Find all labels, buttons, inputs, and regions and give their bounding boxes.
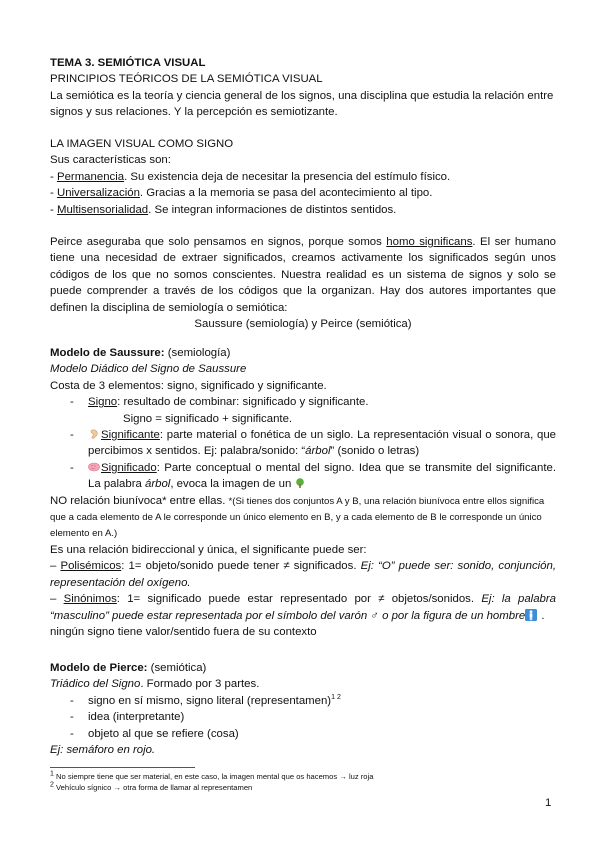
text: NO relación biunívoca* entre ellas. [50, 494, 229, 507]
prefix: – [50, 593, 64, 606]
footnote-text: Vehículo sígnico → otra forma de llamar al representamen [53, 782, 253, 792]
list-text: . Se integran informaciones de distintos sentidos. [148, 203, 397, 216]
text: . Formado por 3 partes. [140, 678, 260, 691]
term: Significado [101, 461, 157, 474]
tree-icon [294, 478, 306, 488]
saussure-subheading: Modelo Diádico del Signo de Saussure [50, 363, 247, 376]
text: : parte material o fonética de un siglo. La representación visual o sonora, que percibimos x sentidos. Ej: palabra/sonido: “ [88, 429, 556, 458]
footnote-text: No siempre tiene que ser material, en este caso, la imagen mental que os hacemos → luz roja [53, 772, 374, 781]
page-number: 1 [545, 797, 552, 809]
note-text: *(Si tienes dos conjuntos A y B, una relación biunívoca entre ellos significa que a cada elemento de A le corresponde un único elemento en B, y a cada elemento de B le corresponde un único elemento en A.) [50, 495, 545, 540]
footnote-number: 1 [50, 770, 54, 778]
list-item [50, 185, 556, 201]
footnote [50, 772, 556, 783]
page-subtitle: PRINCIPIOS TEÓRICOS DE LA SEMIÓTICA VISUAL [50, 73, 323, 86]
list-text [88, 460, 556, 493]
term: Polisémicos [60, 560, 122, 573]
intro-paragraph: La semiótica es la teoría y ciencia general de los signos, una disciplina que estudia la relación entre signos y sus relaciones. Y la percepción es semiotizante. [50, 89, 554, 119]
text: Peirce aseguraba que solo pensamos en signos, porque somos [50, 236, 387, 248]
pierce-subheading [50, 676, 556, 692]
peirce-paragraph [50, 234, 556, 332]
brain-icon [88, 462, 100, 472]
man-icon [525, 609, 537, 621]
text: . [538, 609, 545, 622]
list-text: objeto al que se refiere (cosa) [88, 727, 239, 740]
heading-note: (semiología) [164, 347, 231, 359]
dash: - [70, 429, 74, 442]
dash: - [70, 461, 74, 474]
text: ” (sonido o letras) [330, 445, 420, 458]
term: Multisensorialidad [56, 203, 149, 216]
saussure-section [50, 345, 556, 640]
footnote-divider [50, 767, 195, 768]
pierce-example: Ej: semáforo en rojo. [50, 744, 156, 757]
list-text: . Gracias a la memoria se pasa del acontecimiento al tipo. [139, 187, 433, 200]
dash: - [70, 694, 74, 707]
list-prefix: - [50, 187, 57, 200]
term: Sinónimos [63, 593, 117, 606]
no-relation-line [50, 493, 556, 542]
footnote-number: 2 [50, 781, 54, 789]
list-text [88, 693, 556, 709]
text: : Parte conceptual o mental del signo. Idea que se transmite del significante. La palabra [88, 461, 556, 491]
section-lead: Sus características son: [50, 154, 171, 167]
text: : 1= significado puede estar representado por ≠ objetos/sonidos. [116, 593, 482, 606]
term: Significante [101, 429, 160, 442]
list-text: . Su existencia deja de necesitar la presencia del estímulo físico. [124, 170, 451, 183]
text: : 1= objeto/sonido puede tener ≠ significados. [121, 560, 361, 573]
saussure-lead: Costa de 3 elementos: signo, significado y significante. [50, 379, 327, 392]
text: . El ser humano tiene una necesidad de extraer significados, creamos activamente los significados según unos códigos de los que no somos conscientes. Nuestra realidad es un sistema de signos y solo se puede comprender a través de los códigos que la organizan. Hay dos autores importantes que definen la disciplina de semiología o semiótica: [50, 236, 556, 314]
list-item [50, 202, 556, 218]
dash: - [70, 396, 74, 409]
text: , evoca la imagen de un [170, 478, 295, 491]
heading: Modelo de Saussure: [50, 347, 165, 359]
pierce-heading [50, 660, 556, 676]
example: Ej: “O” puede ser: sonido, conjunción, representación del oxígeno. [50, 560, 557, 589]
list-text [88, 427, 556, 460]
list-text: idea (interpretante) [88, 711, 185, 724]
list-item [50, 709, 556, 725]
list-item-significado [50, 460, 556, 493]
authors-line: Saussure (semiología) y Peirce (semiótica) [194, 318, 412, 331]
footnotes [50, 772, 556, 793]
imagen-section [50, 136, 556, 218]
text: signo en sí mismo, signo literal (representamen) [88, 694, 332, 707]
paragraph [50, 234, 556, 316]
list-item [50, 726, 556, 742]
dash: - [70, 727, 74, 740]
list-item-significante [50, 427, 556, 460]
saussure-heading [50, 345, 556, 361]
text: : resultado de combinar: significado y significante. [117, 396, 369, 409]
heading: Modelo de Pierce: [50, 662, 148, 674]
term: Universalización [56, 187, 140, 200]
page-title: TEMA 3. SEMIÓTICA VISUAL [50, 57, 206, 69]
signo-formula: Signo = significado + significante. [123, 412, 293, 425]
term: Signo [88, 396, 118, 409]
footnote-ref: 1 2 [331, 694, 341, 702]
section-heading: LA IMAGEN VISUAL COMO SIGNO [50, 138, 234, 150]
term: homo significans [386, 236, 473, 248]
subheading-italic: Triádico del Signo [50, 678, 141, 691]
context-line: ningún signo tiene valor/sentido fuera de su contexto [50, 625, 317, 638]
list-item [50, 169, 556, 185]
example: Ej: la palabra “masculino” puede estar representada por el símbolo del varón ♂ o por la figura de un hombre [50, 593, 556, 622]
list-item-signo [50, 394, 556, 410]
dash: - [70, 711, 74, 724]
example-word: árbol [305, 445, 331, 458]
bidireccional-line: Es una relación bidireccional y única, el significante puede ser: [50, 543, 367, 556]
footnote [50, 783, 556, 794]
heading-note: (semiótica) [147, 662, 207, 674]
example-word: árbol [145, 478, 171, 491]
pierce-section [50, 660, 556, 758]
list-prefix: - [50, 170, 57, 183]
sinonimos-line [50, 591, 556, 624]
list-text [88, 394, 556, 410]
prefix: – [50, 560, 61, 573]
list-prefix: - [50, 203, 57, 216]
ear-icon [88, 429, 100, 439]
term: Permanencia [56, 170, 125, 183]
title-block [50, 55, 556, 121]
list-item [50, 693, 556, 709]
polisemicos-line [50, 558, 556, 591]
